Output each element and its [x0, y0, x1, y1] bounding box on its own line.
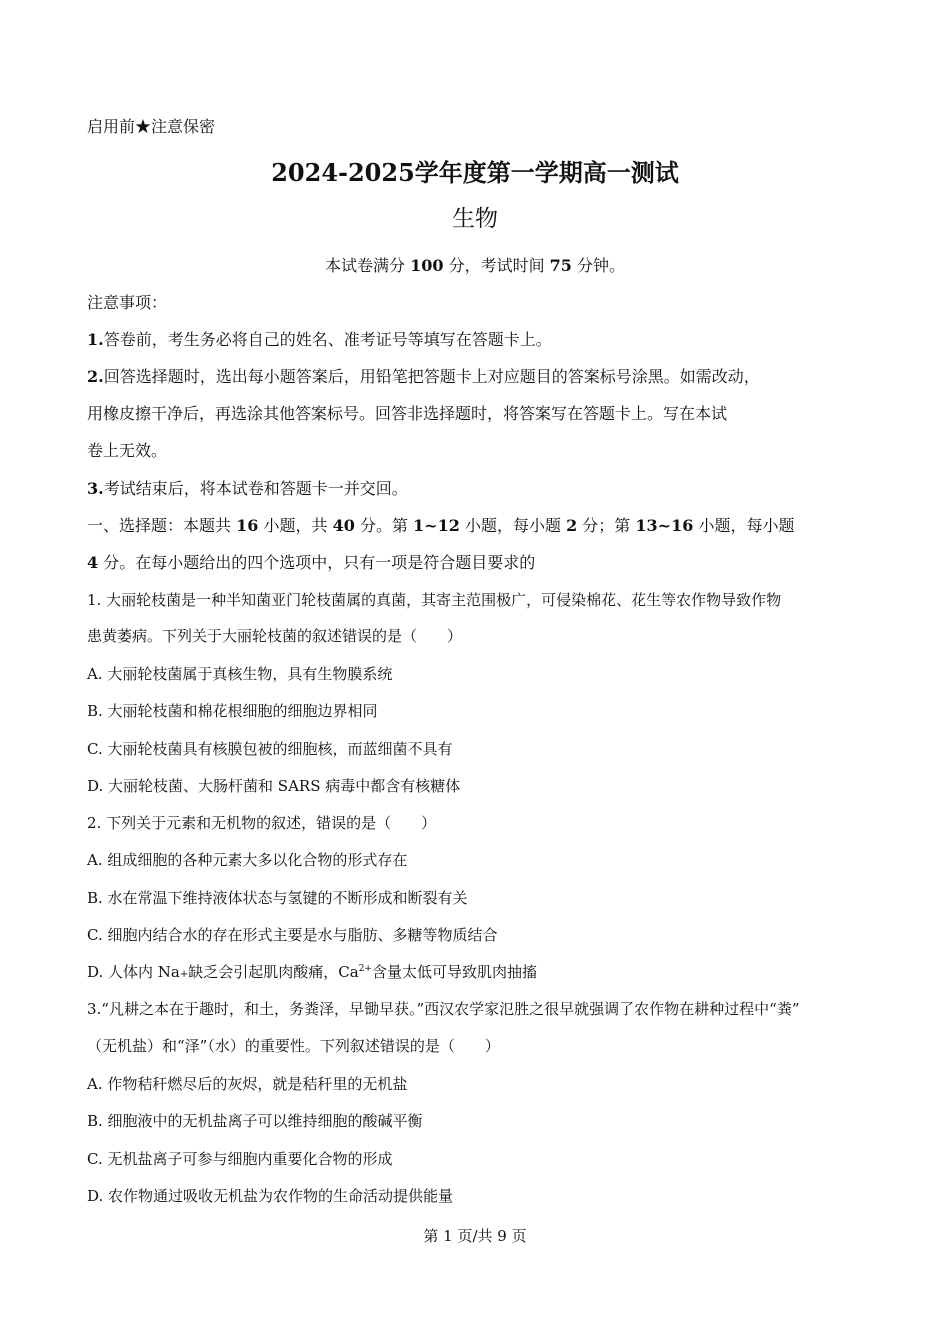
question-3-option-d: D. 农作物通过吸收无机盐为农作物的生命活动提供能量	[87, 1187, 454, 1205]
question-2-option-a: A. 组成细胞的各种元素大多以化合物的形式存在	[87, 851, 408, 869]
question-3-stem-line1: 3.“凡耕之本在于趣时，和土，务粪泽，早锄早获。”西汉农学家氾胜之很早就强调了农作物在耕种过程中“粪”	[87, 1000, 800, 1018]
notice-heading: 注意事项：	[87, 293, 168, 312]
section-heading-line2: 4 分。在每小题给出的四个选项中，只有一项是符合题目要求的	[87, 553, 536, 572]
notice-item-2: 2.回答选择题时，选出每小题答案后，用铅笔把答题卡上对应题目的答案标号涂黑。如需改动，	[87, 367, 760, 386]
subject-title: 生物	[452, 206, 498, 232]
question-1-option-b: B. 大丽轮枝菌和棉花根细胞的细胞边界相同	[87, 702, 378, 720]
question-2-stem: 2. 下列关于元素和无机物的叙述，错误的是（ ）	[87, 814, 437, 832]
section-heading-line1: 一、选择题：本题共 16 小题，共 40 分。第 1~12 小题，每小题 2 分；第 13~16 小题，每小题	[87, 516, 795, 535]
question-1-option-a: A. 大丽轮枝菌属于真核生物，具有生物膜系统	[87, 665, 393, 683]
page-footer: 第 1 页/共 9 页	[423, 1227, 527, 1245]
question-1-option-d: D. 大丽轮枝菌、大肠杆菌和 SARS 病毒中都含有核糖体	[87, 777, 461, 795]
confidential-label: 启用前★注意保密	[87, 117, 216, 136]
notice-item-2-end: 卷上无效。	[87, 441, 168, 460]
question-3-option-b: B. 细胞液中的无机盐离子可以维持细胞的酸碱平衡	[87, 1112, 423, 1130]
question-2-option-b: B. 水在常温下维持液体状态与氢键的不断形成和断裂有关	[87, 889, 468, 907]
notice-item-3: 3.考试结束后，将本试卷和答题卡一并交回。	[87, 479, 408, 498]
notice-item-1: 1.答卷前，考生务必将自己的姓名、准考证号等填写在答题卡上。	[87, 330, 552, 349]
notice-item-2-cont: 用橡皮擦干净后，再选涂其他答案标号。回答非选择题时，将答案写在答题卡上。写在本试	[87, 404, 728, 423]
exam-title: 2024-2025学年度第一学期高一测试	[271, 158, 679, 187]
question-2-option-d: D. 人体内 Na+缺乏会引起肌肉酸痛，$Ca^{2+}$含量太低可导致肌肉抽搐	[87, 963, 537, 981]
question-1-stem-line2: 患黄萎病。下列关于大丽轮枝菌的叙述错误的是（ ）	[87, 627, 463, 645]
question-1-option-c: C. 大丽轮枝菌具有核膜包被的细胞核，而蓝细菌不具有	[87, 740, 453, 758]
question-3-option-a: A. 作物秸秆燃尽后的灰烬，就是秸秆里的无机盐	[87, 1075, 408, 1093]
exam-info: 本试卷满分 100 分，考试时间 75 分钟。	[324, 256, 626, 275]
question-2-option-c: C. 细胞内结合水的存在形式主要是水与脂肪、多糖等物质结合	[87, 926, 498, 944]
question-3-option-c: C. 无机盐离子可参与细胞内重要化合物的形成	[87, 1150, 393, 1168]
question-1-stem-line1: 1. 大丽轮枝菌是一种半知菌亚门轮枝菌属的真菌，其寄主范围极广，可侵染棉花、花生等农作物导致作物	[87, 591, 782, 609]
question-3-stem-line2: （无机盐）和“泽”（水）的重要性。下列叙述错误的是（ ）	[87, 1037, 500, 1055]
